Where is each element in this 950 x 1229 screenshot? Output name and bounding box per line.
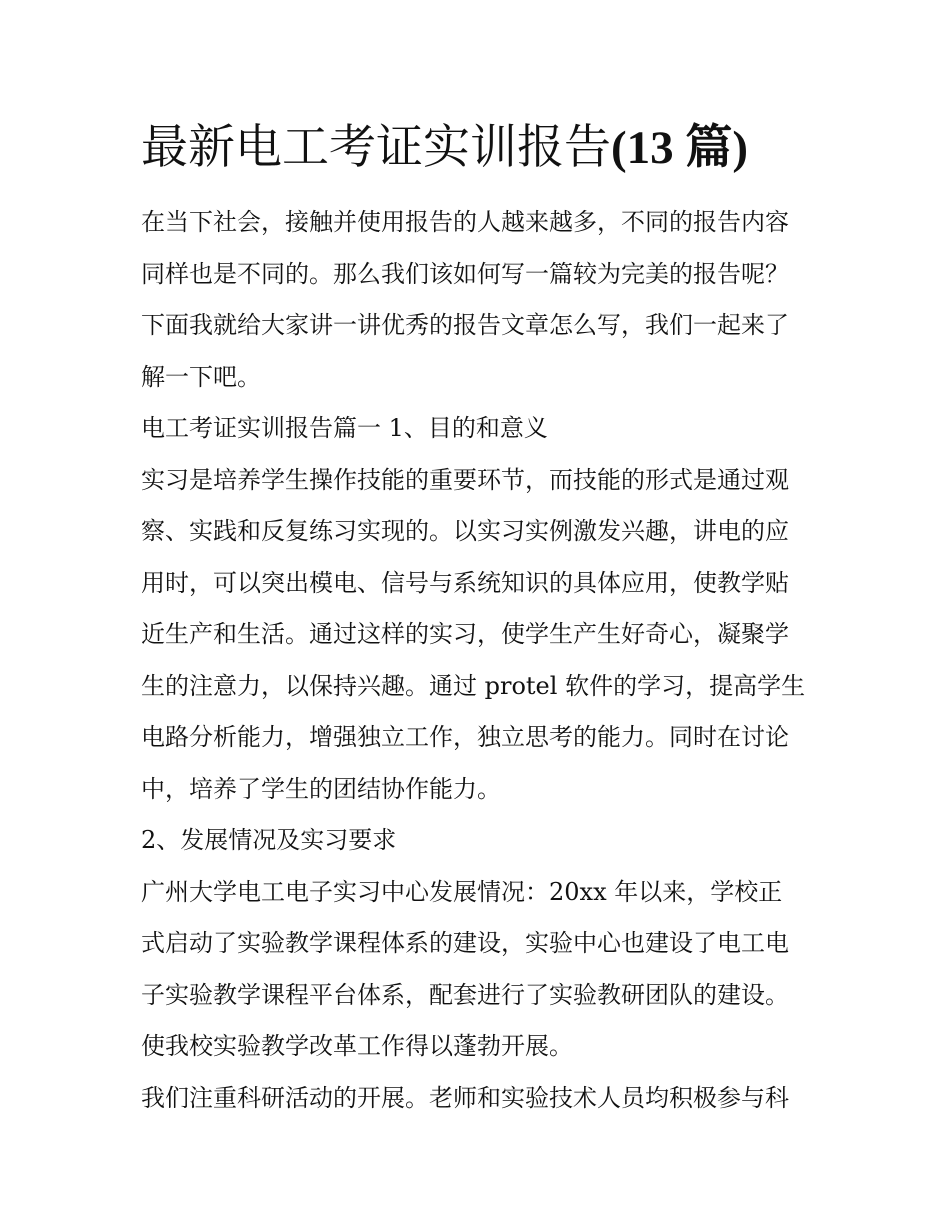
section-heading: 2、发展情况及实习要求 [141, 826, 397, 854]
text-line: 用时，可以突出模电、信号与系统知识的具体应用，使教学贴 [141, 568, 789, 597]
text-line: 察、实践和反复练习实现的。以实习实例激发兴趣，讲电的应 [141, 517, 789, 545]
text-line: 我们注重科研活动的开展。老师和实验技术人员均积极参与科 [141, 1083, 789, 1112]
text-line: 广州大学电工电子实习中心发展情况：20xx 年以来，学校正 [141, 877, 783, 906]
text-line: 同样也是不同的。那么我们该如何写一篇较为完美的报告呢？ [141, 259, 789, 288]
text-line: 解一下吧。 [141, 362, 261, 391]
text-line: 实习是培养学生操作技能的重要环节，而技能的形式是通过观 [141, 465, 789, 494]
text-line: 生的注意力，以保持兴趣。通过 protel 软件的学习，提高学生 [141, 671, 806, 700]
text-line: 近生产和生活。通过这样的实习，使学生产生好奇心，凝聚学 [141, 620, 789, 648]
document-body [141, 197, 821, 1124]
document-title-main: 最新电工考证实训报告 [141, 120, 611, 175]
text-line: 子实验教学课程平台体系，配套进行了实验教研团队的建设。 [141, 980, 789, 1009]
text-line: 电路分析能力，增强独立工作，独立思考的能力。同时在讨论 [141, 723, 789, 751]
text-line: 下面我就给大家讲一讲优秀的报告文章怎么写，我们一起来了 [141, 311, 789, 339]
section-heading: 电工考证实训报告篇一 1、目的和意义 [141, 414, 548, 442]
document-title-count: (13 篇) [611, 122, 749, 174]
text-line: 使我校实验教学改革工作得以蓬勃开展。 [141, 1032, 573, 1060]
document-title [141, 118, 841, 178]
text-line: 中，培养了学生的团结协作能力。 [141, 774, 501, 803]
text-line: 式启动了实验教学课程体系的建设，实验中心也建设了电工电 [141, 929, 789, 957]
text-line: 在当下社会，接触并使用报告的人越来越多，不同的报告内容 [141, 208, 789, 236]
